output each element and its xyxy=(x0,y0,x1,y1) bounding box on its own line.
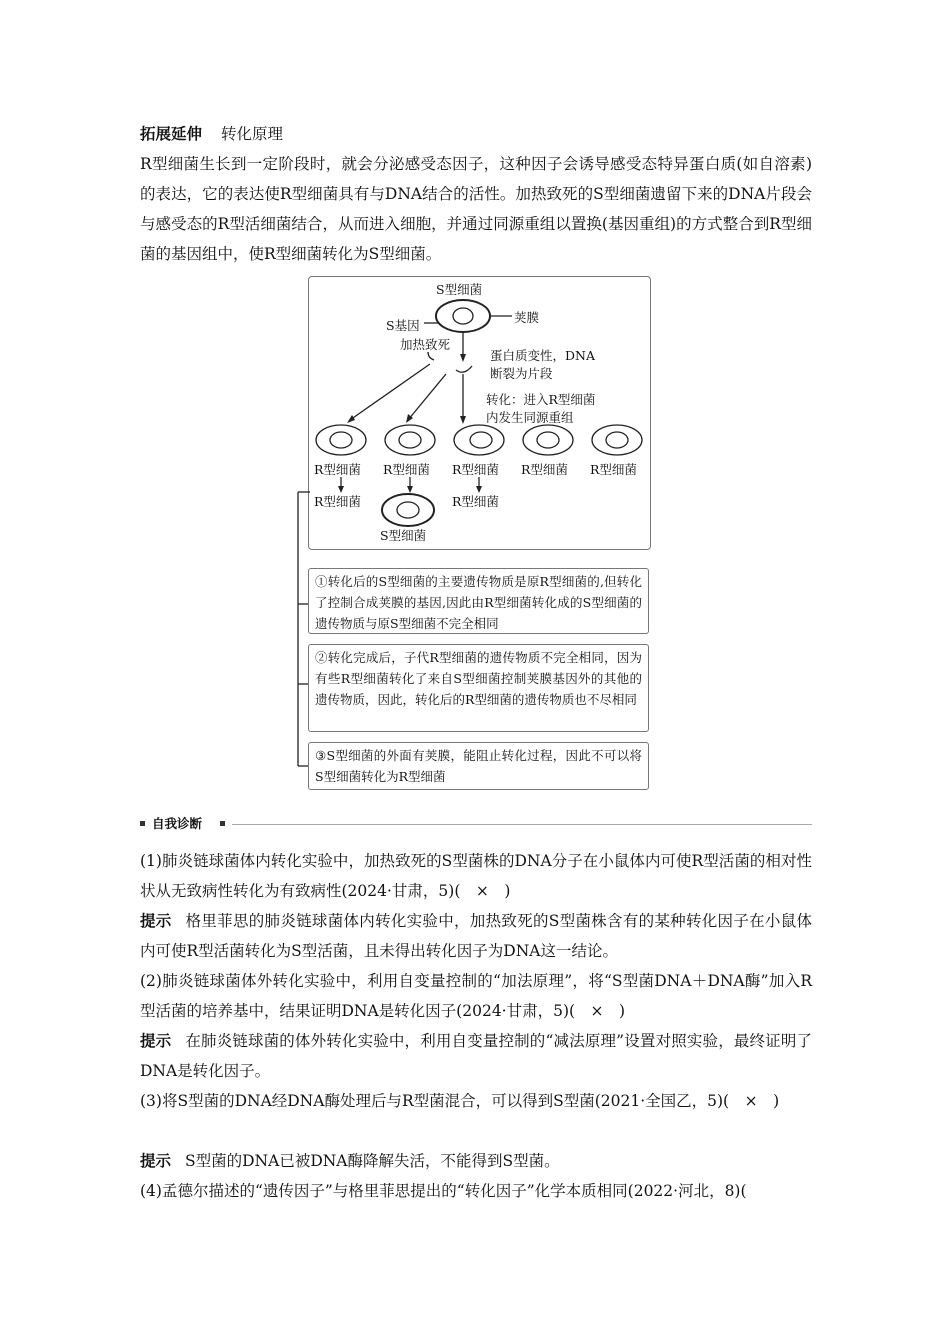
tip-label: 提示 xyxy=(140,1152,172,1170)
transform-label-1: 转化：进入R型细菌 xyxy=(486,392,596,407)
r-child-label-1: R型细菌 xyxy=(314,494,361,509)
denature-label-2: 断裂为片段 xyxy=(490,366,553,381)
tip-text: S型菌的DNA已被DNA酶降解失活，不能得到S型菌。 xyxy=(185,1152,560,1170)
tip-label: 提示 xyxy=(140,1032,172,1050)
note-box-1: ①转化后的S型细菌的主要遗传物质是原R型细菌的,但转化了控制合成荚膜的基因,因此由R型细菌转化成的S型细菌的遗传物质与原S型细菌不完全相同 xyxy=(308,568,649,634)
s-result-label: S型细菌 xyxy=(380,528,427,543)
r-cell-label: R型细菌 xyxy=(314,462,361,477)
section-title: 自我诊断 xyxy=(152,816,203,831)
tip-2 xyxy=(140,1026,812,1086)
r-child-label-3: R型细菌 xyxy=(452,494,499,509)
r-cell-label: R型细菌 xyxy=(521,462,568,477)
heading-title: 转化原理 xyxy=(220,125,283,143)
question-2: (2)肺炎链球菌体外转化实验中，利用自变量控制的“加法原理”，将“S型菌DNA＋DNA酶”加入R型活菌的培养基中，结果证明DNA是转化因子(2024·甘肃，5)( × ) xyxy=(140,972,812,1020)
tip-text: 在肺炎链球菌的体外转化实验中，利用自变量控制的“减法原理”设置对照实验，最终证明了DNA是转化因子。 xyxy=(140,1032,812,1080)
tip-3 xyxy=(140,1146,812,1176)
question-3: (3)将S型菌的DNA经DNA酶处理后与R型菌混合，可以得到S型菌(2021·全国乙，5)( × ) xyxy=(140,1092,780,1110)
section-heading xyxy=(140,122,283,144)
bullet-icon xyxy=(140,821,145,826)
note-box-2: ②转化完成后，子代R型细菌的遗传物质不完全相同，因为有些R型细菌转化了来自S型细菌控制荚膜基因外的其他的遗传物质，因此，转化后的R型细菌的遗传物质也不尽相同 xyxy=(308,644,649,732)
bullet-icon xyxy=(220,821,225,826)
heading-label: 拓展延伸 xyxy=(140,125,203,143)
note-box-3: ③S型细菌的外面有荚膜，能阻止转化过程，因此不可以将S型细菌转化为R型细菌 xyxy=(308,742,649,790)
r-cell-label: R型细菌 xyxy=(452,462,499,477)
r-cell-label: R型细菌 xyxy=(590,462,637,477)
r-cell-label: R型细菌 xyxy=(383,462,430,477)
question-4: (4)孟德尔描述的“遗传因子”与格里菲思提出的“转化因子”化学本质相同(2022·河北，8)( xyxy=(140,1182,747,1200)
question-1: (1)肺炎链球菌体内转化实验中，加热致死的S型菌株的DNA分子在小鼠体内可使R型活菌的相对性状从无致病性转化为有致病性(2024·甘肃，5)( × ) xyxy=(140,852,812,900)
denature-label-1: 蛋白质变性，DNA xyxy=(490,348,595,363)
s-cell-top-nucleus xyxy=(453,308,473,324)
heat-kill-label: 加热致死 xyxy=(400,337,451,352)
transform-label-2: 内发生同源重组 xyxy=(486,410,574,425)
tip-1 xyxy=(140,906,812,966)
capsule-label: 荚膜 xyxy=(514,310,540,325)
s-cell-top xyxy=(436,300,490,332)
tip-text: 格里菲思的肺炎链球菌体内转化实验中，加热致死的S型菌株含有的某种转化因子在小鼠体内可使R型活菌转化为S型活菌，且未得出转化因子为DNA这一结论。 xyxy=(140,912,812,960)
self-diagnosis-header xyxy=(140,816,812,832)
intro-paragraph: R型细菌生长到一定阶段时，就会分泌感受态因子，这种因子会诱导感受态特异蛋白质(如自溶素)的表达，它的表达使R型细菌具有与DNA结合的活性。加热致死的S型细菌遗留下来的DNA片段会与感受态的R型活细菌结合，从而进入细胞，并通过同源重组以置换(基因重组)的方式整合到R型细菌的基因组中，使R型细菌转化为S型细菌。 xyxy=(140,155,812,263)
s-cell-label: S型细菌 xyxy=(436,282,483,297)
s-gene-label: S基因 xyxy=(386,318,420,333)
divider xyxy=(232,824,812,825)
tip-label: 提示 xyxy=(140,912,172,930)
